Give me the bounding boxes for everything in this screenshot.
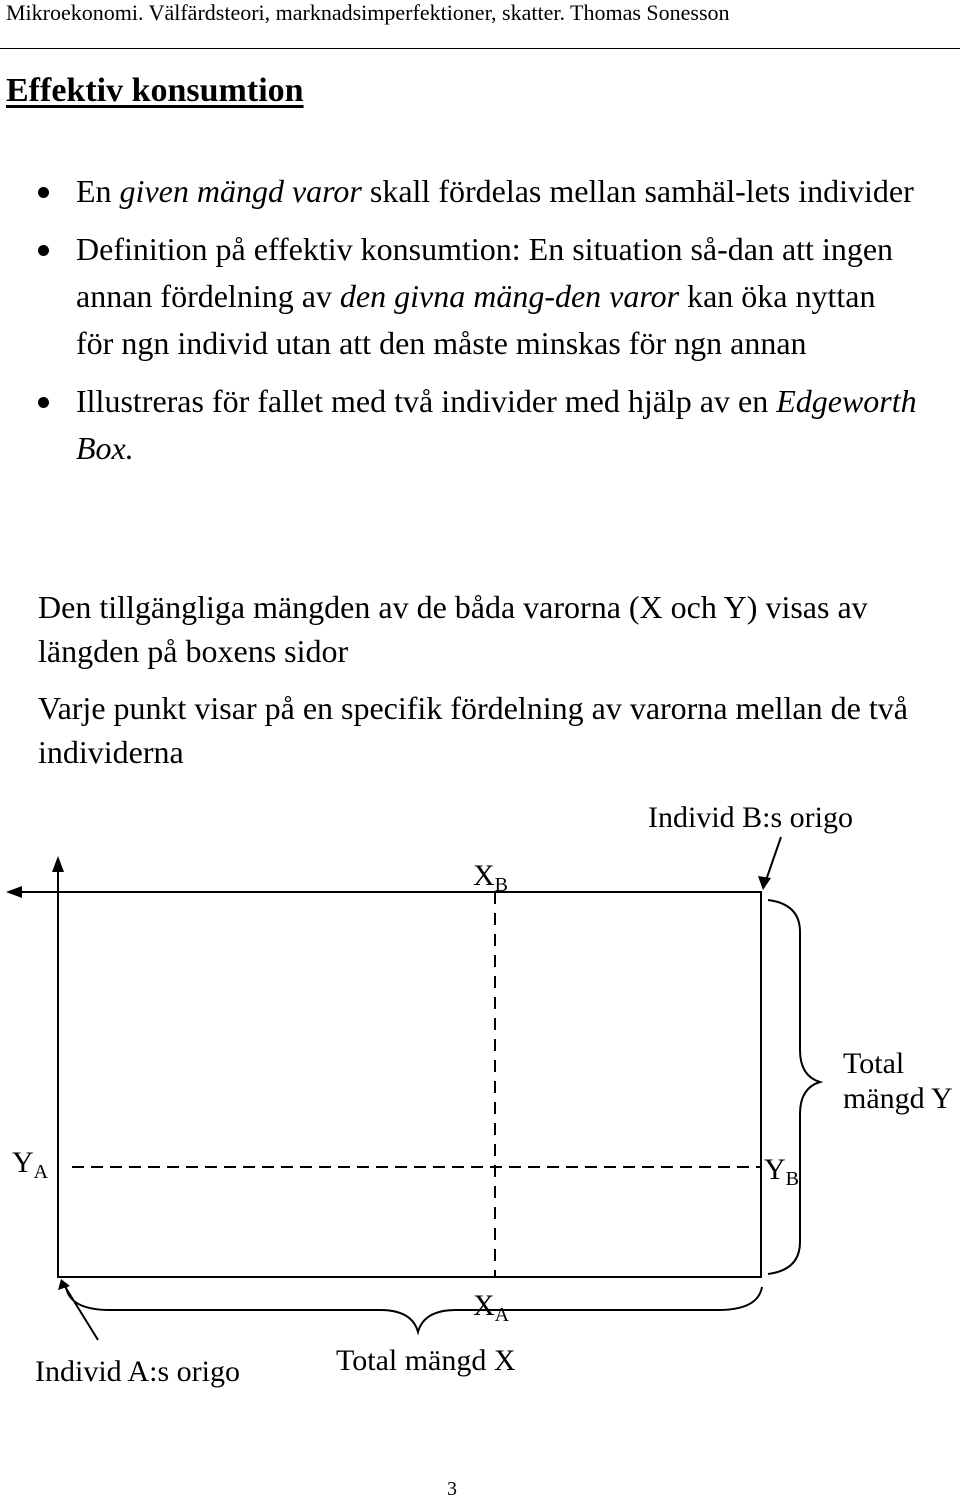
paragraph: Den tillgängliga mängden av de båda varorna (X och Y) visas av längden på boxens sidor (38, 589, 868, 669)
up-arrow-icon (52, 856, 64, 872)
total-y-brace (768, 900, 820, 1274)
emphasis-text: Edgeworth Box. (76, 383, 917, 466)
bullet-text (76, 383, 917, 466)
body-text: Definition på effektiv konsumtion: En situation så-dan att ingen annan fördelning av (76, 231, 894, 314)
page-number: 3 (447, 1478, 457, 1500)
xb-label: $X_B$ (473, 859, 509, 896)
origin-a-label: Individ A:s origo (35, 1355, 241, 1388)
header-divider (0, 48, 960, 49)
body-text: kan öka nyttan för ngn individ utan att den måste minskas för ngn annan (76, 278, 876, 361)
origin-b-label: Individ B:s origo (648, 801, 854, 834)
bullet-icon (38, 245, 49, 256)
body-text: Illustreras för fallet med två individer med hjälp av en (76, 383, 777, 419)
yb-label: $Y_B$ (764, 1153, 800, 1190)
pointer-arrow-icon (58, 1279, 70, 1290)
origin-a-pointer (64, 1285, 98, 1340)
total-y-label-line2: mängd Y (843, 1082, 953, 1115)
total-y-label-line1: Total (843, 1047, 905, 1080)
total-x-brace (66, 1287, 762, 1332)
body-text: skall fördelas mellan samhäl-lets individer (361, 173, 914, 209)
bullet-item (0, 168, 960, 215)
running-header: Mikroekonomi. Välfärdsteori, marknadsimperfektioner, skatter. Thomas Sonesson (6, 0, 730, 25)
body-text: En (76, 173, 120, 209)
section-title: Effektiv konsumtion (6, 72, 304, 109)
edgeworth-box (58, 892, 761, 1277)
bullet-item (0, 378, 960, 472)
paragraph: Varje punkt visar på en specifik fördelning av varorna mellan de två individerna (38, 690, 908, 770)
edgeworth-box-diagram (0, 780, 960, 1420)
emphasis-text: den givna mäng-den varor (339, 278, 680, 314)
bullet-icon (38, 397, 49, 408)
bullet-text (76, 231, 893, 361)
bullet-icon (38, 187, 49, 198)
bullet-list (0, 168, 960, 483)
bullet-item (0, 226, 960, 367)
xa-label: $X_A$ (473, 1289, 510, 1326)
pointer-arrow-icon (758, 876, 771, 890)
total-x-label: Total mängd X (336, 1344, 516, 1377)
ya-label: $Y_A$ (12, 1146, 49, 1183)
left-arrow-icon (6, 886, 22, 898)
bullet-text (76, 173, 914, 209)
emphasis-text: given mängd varor (119, 173, 362, 209)
